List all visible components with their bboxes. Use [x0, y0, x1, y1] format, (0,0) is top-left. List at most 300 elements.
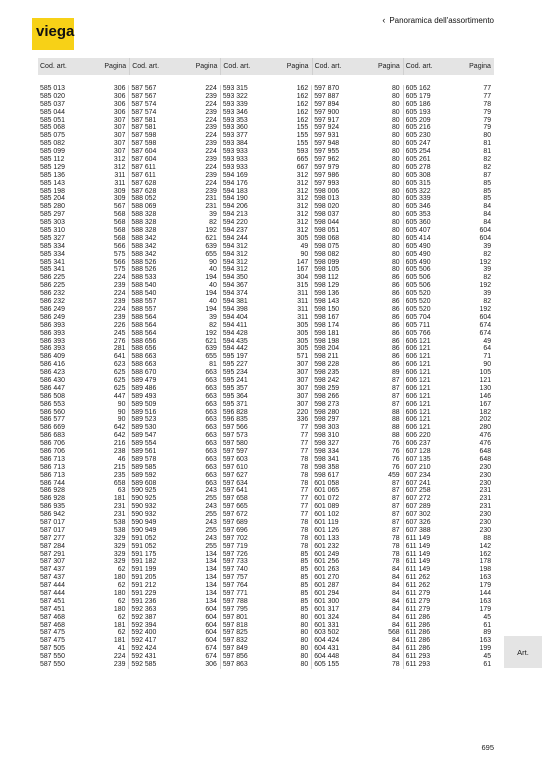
- table-row: [129, 472, 219, 480]
- article-code: 604 431: [314, 645, 340, 653]
- table-row: [312, 259, 402, 267]
- page-ref: 62: [117, 582, 126, 590]
- table-row: [312, 637, 402, 645]
- article-code: 590 949: [131, 518, 157, 526]
- page-ref: 567: [113, 203, 126, 211]
- table-row: [38, 353, 128, 361]
- page-ref: 78: [300, 455, 309, 463]
- page-ref: 224: [205, 116, 217, 124]
- table-row: [129, 653, 219, 661]
- page-ref: 64: [483, 345, 492, 353]
- page-ref: 76: [391, 447, 400, 455]
- article-code: 589 516: [131, 408, 157, 416]
- article-code: 598 334: [314, 447, 340, 455]
- page-ref: 674: [205, 653, 217, 661]
- page-ref: 77: [300, 495, 309, 503]
- article-code: 587 550: [40, 653, 65, 661]
- page-ref: 663: [205, 408, 217, 416]
- table-row: [312, 148, 402, 156]
- page-ref: 329: [113, 558, 126, 566]
- table-row: [129, 219, 219, 227]
- article-code: 594 237: [222, 227, 248, 235]
- article-code: 597 689: [222, 518, 248, 526]
- article-code: 601 102: [314, 511, 340, 519]
- page-ref: 215: [113, 463, 126, 471]
- table-row: [221, 369, 311, 377]
- page-ref: 86: [391, 298, 400, 306]
- article-code: 587 628: [131, 179, 157, 187]
- table-row: [404, 661, 494, 669]
- page-ref: 80: [391, 234, 400, 242]
- page-ref: 78: [391, 661, 400, 669]
- article-code: 597 849: [222, 645, 248, 653]
- chevron-left-icon: ‹: [382, 15, 386, 25]
- article-code: 587 604: [131, 148, 157, 156]
- table-row: [221, 456, 311, 464]
- article-code: 586 423: [40, 369, 65, 377]
- table-row: [38, 393, 128, 401]
- article-code: 601 065: [314, 487, 340, 495]
- page-ref: 230: [479, 463, 492, 471]
- table-row: [221, 251, 311, 259]
- table-row: [404, 180, 494, 188]
- page-ref: 243: [205, 518, 217, 526]
- table-row: [312, 369, 402, 377]
- article-code: 601 331: [314, 621, 340, 629]
- article-code: 597 955: [314, 148, 340, 156]
- page-ref: 78: [483, 100, 492, 108]
- table-row: [129, 614, 219, 622]
- article-code: 605 506: [405, 274, 431, 282]
- column-header-group: [403, 58, 494, 75]
- page-ref: 80: [391, 219, 400, 227]
- article-code: 605 230: [405, 132, 431, 140]
- table-row: [129, 661, 219, 669]
- table-row: [38, 432, 128, 440]
- article-code: 607 135: [405, 455, 431, 463]
- article-code: 591 212: [131, 582, 157, 590]
- page-ref: 80: [391, 203, 400, 211]
- table-row: [38, 361, 128, 369]
- page-ref: 80: [391, 108, 400, 116]
- page-ref: 230: [479, 518, 492, 526]
- page-ref: 85: [300, 605, 309, 613]
- page-ref: 255: [205, 542, 217, 550]
- table-row: [404, 298, 494, 306]
- article-code: 607 258: [405, 487, 431, 495]
- article-code: 597 979: [314, 163, 340, 171]
- table-row: [312, 322, 402, 330]
- table-row: [129, 574, 219, 582]
- article-code: 586 928: [40, 487, 65, 495]
- page-ref: 604: [479, 234, 492, 242]
- table-row: [404, 645, 494, 653]
- table-row: [221, 495, 311, 503]
- section-tab-label: Art.: [517, 647, 529, 657]
- page-ref: 45: [483, 653, 492, 661]
- page-ref: 224: [113, 653, 126, 661]
- article-code: 597 696: [222, 526, 248, 534]
- table-row: [312, 409, 402, 417]
- page-ref: 181: [113, 495, 126, 503]
- article-code: 598 068: [314, 234, 340, 242]
- table-row: [129, 140, 219, 148]
- article-code: 594 183: [222, 187, 248, 195]
- article-code: 586 447: [40, 384, 65, 392]
- article-code: 587 307: [40, 558, 65, 566]
- table-row: [38, 172, 128, 180]
- page-ref: 192: [479, 258, 492, 266]
- page-ref: 307: [296, 361, 309, 369]
- article-code: 597 894: [314, 100, 340, 108]
- table-row: [221, 140, 311, 148]
- table-row: [38, 598, 128, 606]
- article-code: 601 287: [314, 582, 340, 590]
- page-ref: 178: [479, 558, 492, 566]
- table-row: [404, 330, 494, 338]
- page-ref: 639: [205, 345, 217, 353]
- article-code: 589 530: [131, 424, 157, 432]
- article-code: 597 719: [222, 542, 248, 550]
- article-code: 597 832: [222, 637, 248, 645]
- table-row: [404, 401, 494, 409]
- article-code: 586 249: [40, 305, 65, 313]
- page-ref: 46: [117, 455, 126, 463]
- table-row: [404, 227, 494, 235]
- table-row: [312, 566, 402, 574]
- page-ref: 192: [205, 329, 217, 337]
- table-row: [129, 519, 219, 527]
- article-code: 598 044: [314, 219, 340, 227]
- page-ref: 315: [296, 282, 309, 290]
- article-code: 588 564: [131, 329, 157, 337]
- table-row: [404, 353, 494, 361]
- article-code: 587 451: [40, 605, 65, 613]
- page-ref: 155: [296, 132, 309, 140]
- table-row: [404, 519, 494, 527]
- article-code: 601 133: [314, 534, 340, 542]
- article-code: 587 581: [131, 124, 157, 132]
- table-row: [404, 637, 494, 645]
- table-row: [404, 543, 494, 551]
- table-row: [404, 582, 494, 590]
- article-code: 598 105: [314, 266, 340, 274]
- article-code: 594 312: [222, 250, 248, 258]
- page-ref: 90: [117, 408, 126, 416]
- page-ref: 82: [483, 156, 492, 164]
- table-row: [38, 211, 128, 219]
- article-code: 587 468: [40, 621, 65, 629]
- article-code: 587 567: [131, 85, 157, 92]
- article-code: 595 197: [222, 353, 248, 361]
- page-ref: 82: [209, 321, 217, 329]
- table-row: [312, 314, 402, 322]
- article-code: 588 526: [131, 266, 157, 274]
- article-code: 597 924: [314, 124, 340, 132]
- page-ref: 239: [113, 282, 126, 290]
- page-ref: 642: [113, 432, 126, 440]
- page-ref: 568: [388, 629, 400, 637]
- table-row: [404, 132, 494, 140]
- page-ref: 39: [209, 211, 217, 219]
- page-ref: 39: [209, 313, 217, 321]
- article-code: 611 286: [405, 613, 431, 621]
- page-ref: 84: [483, 203, 492, 211]
- table-row: [38, 614, 128, 622]
- table-row: [129, 527, 219, 535]
- table-row: [404, 251, 494, 259]
- page-ref: 84: [391, 637, 400, 645]
- article-code: 597 795: [222, 605, 248, 613]
- page-ref: 76: [391, 455, 400, 463]
- page-ref: 312: [113, 156, 126, 164]
- article-code: 606 121: [405, 337, 431, 345]
- page-ref: 77: [300, 440, 309, 448]
- article-code: 606 121: [405, 416, 431, 424]
- table-row: [221, 424, 311, 432]
- table-row: [221, 338, 311, 346]
- table-row: [38, 314, 128, 322]
- article-code: 587 567: [131, 92, 157, 100]
- article-code: 597 740: [222, 566, 248, 574]
- page-ref: 87: [483, 171, 492, 179]
- table-row: [312, 661, 402, 669]
- article-code: 594 350: [222, 274, 248, 282]
- article-code: 605 506: [405, 266, 431, 274]
- article-code: 611 262: [405, 582, 431, 590]
- table-row: [404, 511, 494, 519]
- breadcrumb[interactable]: [382, 15, 494, 25]
- table-row: [38, 330, 128, 338]
- article-code: 589 585: [131, 463, 157, 471]
- page-ref: 309: [113, 195, 126, 203]
- article-code: 585 129: [40, 163, 65, 171]
- table-row: [312, 361, 402, 369]
- article-code: 601 119: [314, 518, 339, 526]
- article-code: 594 404: [222, 313, 248, 321]
- page-ref: 90: [483, 361, 492, 369]
- page-ref: 78: [300, 526, 309, 534]
- page-ref: 84: [391, 653, 400, 661]
- table-row: [221, 85, 311, 93]
- article-code: 597 962: [314, 156, 340, 164]
- article-code: 593 353: [222, 116, 248, 124]
- article-code: 598 358: [314, 463, 340, 471]
- article-code: 588 533: [131, 274, 157, 282]
- article-code: 588 557: [131, 298, 157, 306]
- page-ref: 85: [300, 590, 309, 597]
- article-code: 611 279: [405, 590, 431, 597]
- article-code: 598 181: [314, 329, 340, 337]
- article-code: 594 411: [222, 321, 248, 329]
- table-row: [404, 456, 494, 464]
- article-code: 597 900: [314, 108, 340, 116]
- article-code: 598 297: [314, 416, 340, 424]
- table-row: [221, 290, 311, 298]
- table-row: [38, 653, 128, 661]
- table-row: [129, 338, 219, 346]
- article-code: 607 272: [405, 495, 431, 503]
- article-code: 593 346: [222, 108, 248, 116]
- article-code: 585 198: [40, 187, 65, 195]
- page-ref: 239: [205, 108, 217, 116]
- page-ref: 80: [391, 148, 400, 156]
- article-code: 607 234: [405, 471, 431, 479]
- page-ref: 61: [483, 661, 492, 669]
- article-code: 586 928: [40, 495, 65, 503]
- table-row: [221, 117, 311, 125]
- article-code: 586 706: [40, 440, 65, 448]
- breadcrumb-label: Panoramica dell'assortimento: [389, 16, 494, 25]
- table-row: [129, 85, 219, 93]
- page-ref: 181: [113, 637, 126, 645]
- page-ref: 80: [391, 156, 400, 164]
- page-ref: 604: [205, 621, 217, 629]
- page-ref: 134: [205, 590, 217, 597]
- page-ref: 80: [391, 92, 400, 100]
- page-ref: 194: [205, 290, 217, 298]
- article-code: 611 293: [405, 661, 431, 669]
- column-header-group: [38, 63, 129, 70]
- page-ref: 575: [113, 266, 126, 274]
- page-ref: 571: [296, 353, 309, 361]
- article-code: 585 297: [40, 211, 65, 219]
- table-row: [129, 582, 219, 590]
- article-code: 606 121: [405, 361, 431, 369]
- table-row: [38, 377, 128, 385]
- page-ref: 82: [483, 274, 492, 282]
- table-row: [312, 432, 402, 440]
- article-code: 588 328: [131, 211, 157, 219]
- article-code: 594 169: [222, 171, 248, 179]
- article-code: 588 557: [131, 305, 157, 313]
- header-page: Pagina: [195, 63, 218, 70]
- article-code: 592 424: [131, 645, 157, 653]
- page-ref: 80: [391, 195, 400, 203]
- article-code: 591 182: [131, 558, 157, 566]
- article-code: 598 006: [314, 187, 340, 195]
- table-row: [38, 519, 128, 527]
- page-ref: 604: [479, 313, 492, 321]
- page-ref: 77: [300, 511, 309, 519]
- page-ref: 305: [296, 321, 309, 329]
- article-code: 591 052: [131, 534, 157, 542]
- page-ref: 224: [113, 305, 126, 313]
- page-ref: 179: [479, 605, 492, 613]
- page-ref: 306: [205, 661, 217, 669]
- table-row: [221, 661, 311, 669]
- page-ref: 80: [300, 613, 309, 621]
- table-row: [129, 551, 219, 559]
- table-row: [221, 235, 311, 243]
- article-code: 585 280: [40, 203, 65, 211]
- page-ref: 476: [479, 440, 492, 448]
- page-ref: 220: [296, 408, 309, 416]
- article-code: 605 247: [405, 140, 431, 148]
- article-code: 594 312: [222, 242, 248, 250]
- page-ref: 45: [483, 613, 492, 621]
- table-column: [220, 85, 311, 669]
- table-row: [38, 132, 128, 140]
- page-ref: 77: [300, 432, 309, 440]
- article-code: 585 327: [40, 234, 65, 242]
- table-row: [312, 117, 402, 125]
- page-ref: 78: [391, 550, 400, 558]
- article-code: 611 279: [405, 605, 431, 613]
- table-row: [38, 266, 128, 274]
- page-ref: 134: [205, 574, 217, 582]
- table-row: [129, 243, 219, 251]
- table-row: [404, 432, 494, 440]
- page-ref: 224: [205, 163, 217, 171]
- article-code: 606 220: [405, 432, 431, 440]
- table-row: [404, 314, 494, 322]
- page-ref: 85: [483, 179, 492, 187]
- article-code: 589 493: [131, 392, 157, 400]
- page-ref: 604: [205, 613, 217, 621]
- article-code: 597 931: [314, 132, 340, 140]
- table-row: [129, 622, 219, 630]
- page-ref: 80: [391, 187, 400, 195]
- page-ref: 77: [483, 85, 492, 92]
- section-tab-art[interactable]: [504, 636, 542, 668]
- table-row: [404, 495, 494, 503]
- page-ref: 87: [391, 392, 400, 400]
- table-row: [404, 259, 494, 267]
- page-ref: 663: [205, 369, 217, 377]
- article-code: 598 211: [314, 353, 339, 361]
- table-row: [129, 353, 219, 361]
- article-code: 587 475: [40, 629, 65, 637]
- table-row: [38, 338, 128, 346]
- table-row: [404, 164, 494, 172]
- article-code: 591 199: [131, 566, 157, 574]
- table-row: [38, 637, 128, 645]
- table-row: [129, 416, 219, 424]
- page-number: 695: [481, 743, 494, 752]
- page-ref: 105: [479, 369, 492, 377]
- table-row: [221, 487, 311, 495]
- table-row: [404, 101, 494, 109]
- article-code: 596 828: [222, 408, 248, 416]
- page-ref: 87: [391, 400, 400, 408]
- article-code: 597 658: [222, 495, 248, 503]
- table-row: [312, 195, 402, 203]
- table-row: [312, 551, 402, 559]
- table-row: [38, 582, 128, 590]
- table-row: [404, 409, 494, 417]
- article-code: 592 387: [131, 613, 157, 621]
- table-row: [221, 306, 311, 314]
- article-code: 601 232: [314, 542, 340, 550]
- article-code: 593 933: [222, 148, 248, 156]
- article-code: 597 733: [222, 558, 248, 566]
- page-ref: 235: [113, 471, 126, 479]
- article-code: 598 020: [314, 203, 340, 211]
- page-ref: 80: [300, 629, 309, 637]
- table-row: [38, 574, 128, 582]
- article-code: 601 263: [314, 566, 340, 574]
- page-ref: 90: [117, 400, 126, 408]
- page-ref: 81: [209, 361, 217, 369]
- table-row: [404, 219, 494, 227]
- page-ref: 306: [113, 108, 126, 116]
- page-ref: 77: [483, 92, 492, 100]
- table-row: [404, 124, 494, 132]
- article-code: 611 293: [405, 653, 431, 661]
- article-code: 597 788: [222, 597, 248, 605]
- page-ref: 80: [483, 132, 492, 140]
